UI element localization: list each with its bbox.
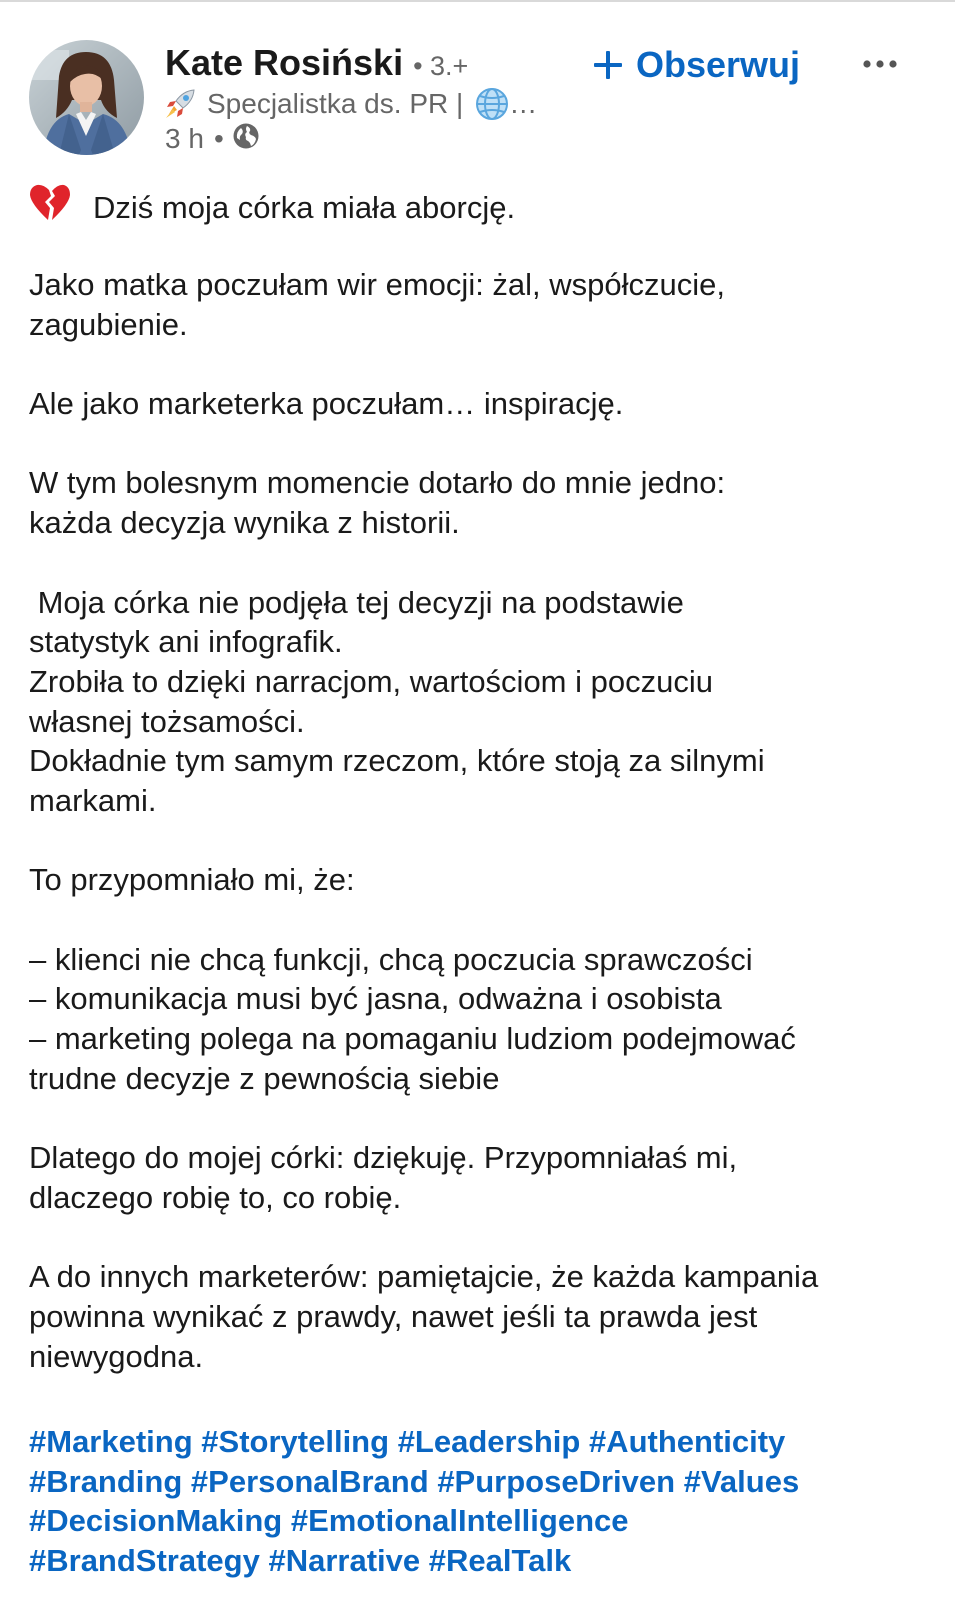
connection-degree: • 3.+ <box>413 51 469 81</box>
hashtag-link[interactable]: #Storytelling <box>201 1424 390 1459</box>
post-line: W tym bolesnym momencie dotarło do mnie jedno: <box>29 465 726 501</box>
meta-separator: • <box>213 123 224 154</box>
hashtag-link[interactable]: #Marketing <box>29 1424 193 1459</box>
more-options-button[interactable] <box>856 44 904 84</box>
blank-line <box>29 821 929 861</box>
headline-ellipsis: … <box>509 88 538 119</box>
post-line: powinna wynikać z prawdy, nawet jeśli ta prawda jest <box>29 1298 758 1334</box>
hashtag-line <box>29 1541 929 1581</box>
post-header <box>0 0 955 170</box>
hashtag-line <box>29 1501 929 1541</box>
hashtag-link[interactable]: #EmotionalIntelligence <box>290 1503 629 1539</box>
author-headline <box>163 86 537 122</box>
hashtag-link[interactable]: #RealTalk <box>428 1543 572 1579</box>
headline-text: Specjalistka ds. PR | <box>207 88 464 119</box>
post-line: Zrobiła to dzięki narracjom, wartościom i poczuciu <box>29 663 713 699</box>
post-line: dlaczego robię to, co robię. <box>29 1179 402 1215</box>
post-line: Dokładnie tym samym rzeczom, które stoją za silnymi <box>29 743 765 779</box>
broken-heart-icon <box>29 184 93 232</box>
post-time: 3 h <box>165 123 204 154</box>
post-line: Jako matka poczułam wir emocji: żal, współczucie, <box>29 267 726 302</box>
post-text <box>29 265 929 1376</box>
blank-line <box>29 1218 929 1258</box>
post-line: niewygodna. <box>29 1338 204 1374</box>
blank-line <box>29 900 929 940</box>
hashtag-link[interactable]: #Authenticity <box>588 1424 786 1459</box>
post-line: statystyk ani infografik. <box>29 624 343 660</box>
avatar-photo <box>29 40 144 155</box>
hashtag-link[interactable]: #Narrative <box>268 1543 421 1579</box>
post-line: To przypomniało mi, że: <box>29 862 355 898</box>
plus-icon <box>592 49 624 81</box>
hashtag-link[interactable]: #DecisionMaking <box>29 1503 283 1539</box>
post-line: Ale jako marketerka poczułam… inspirację. <box>29 386 624 422</box>
post-line: A do innych marketerów: pamiętajcie, że każda kampania <box>29 1259 819 1295</box>
post-first-text: Dziś moja córka miała aborcję. <box>93 190 516 226</box>
post-line: trudne decyzje z pewnością siebie <box>29 1060 500 1096</box>
hashtag-line <box>29 1422 929 1462</box>
post-body <box>29 186 929 1376</box>
hashtag-line <box>29 1462 929 1502</box>
post-line: markami. <box>29 782 157 818</box>
post-meta <box>165 122 260 156</box>
post-line: zagubienie. <box>29 306 188 342</box>
hashtag-link[interactable]: #PurposeDriven <box>437 1463 676 1499</box>
visibility-globe-icon <box>232 122 260 157</box>
post-line: Dlatego do mojej córki: dziękuję. Przypomniałaś mi, <box>29 1140 738 1176</box>
hashtag-link[interactable]: #PersonalBrand <box>190 1463 429 1499</box>
globe-icon <box>475 87 509 121</box>
author-name-row <box>165 42 468 86</box>
hashtag-link[interactable]: #Branding <box>29 1463 183 1499</box>
post-line: – marketing polega na pomaganiu ludziom podejmować <box>29 1021 796 1057</box>
follow-label: Obserwuj <box>636 44 801 85</box>
blank-line <box>29 344 929 384</box>
blank-line <box>29 1098 929 1138</box>
post-first-line <box>29 186 929 230</box>
blank-line <box>29 424 929 464</box>
post-line: własnej tożsamości. <box>29 703 305 739</box>
blank-line <box>29 543 929 583</box>
post-line: – klienci nie chcą funkcji, chcą poczucia sprawczości <box>29 941 753 977</box>
rocket-icon <box>163 87 199 121</box>
hashtag-link[interactable]: #BrandStrategy <box>29 1543 260 1579</box>
more-icon <box>862 59 898 69</box>
follow-button[interactable] <box>592 40 800 90</box>
post-line: każda decyzja wynika z historii. <box>29 505 460 541</box>
post-line: – komunikacja musi być jasna, odważna i osobista <box>29 981 722 1017</box>
hashtag-link[interactable]: #Leadership <box>397 1424 581 1459</box>
post-line: Moja córka nie podjęła tej decyzji na podstawie <box>29 584 684 620</box>
author-name[interactable]: Kate Rosiński <box>165 42 404 83</box>
hashtag-link[interactable]: #Values <box>683 1463 800 1499</box>
avatar[interactable] <box>29 40 144 155</box>
hashtags <box>29 1422 929 1581</box>
